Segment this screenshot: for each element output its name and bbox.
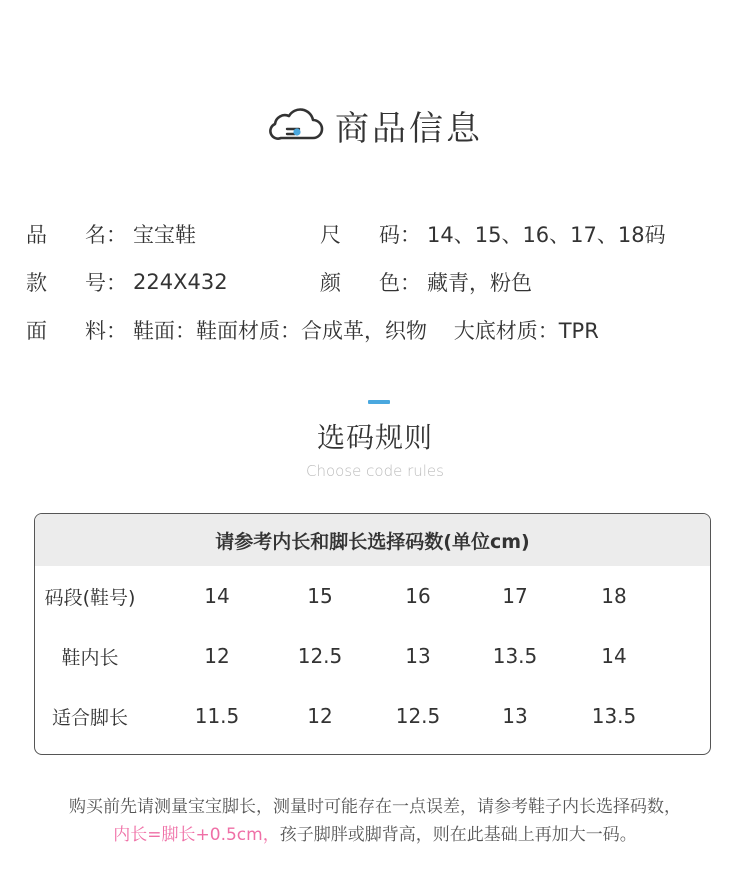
- section-header: [0, 100, 750, 150]
- info-style-no: [26, 267, 320, 297]
- info-value: 鞋面：鞋面材质：合成革，织物 大底材质：TPR: [133, 319, 599, 343]
- info-label: 面 料: [26, 319, 106, 343]
- info-size: [320, 219, 666, 249]
- info-separator: ：: [106, 223, 127, 247]
- table-cell: 15: [307, 584, 333, 608]
- table-cell: 12.5: [395, 704, 441, 728]
- info-separator: ：: [400, 271, 421, 295]
- info-name: [26, 219, 320, 249]
- table-cell: 14: [204, 584, 230, 608]
- row-label: 适合脚长: [51, 706, 128, 729]
- info-label: 品 名: [26, 223, 106, 247]
- size-table: [34, 513, 711, 755]
- row-label: 鞋内长: [61, 646, 119, 669]
- table-cell: 13.5: [492, 644, 538, 668]
- info-row: [26, 258, 736, 306]
- info-value: 14、15、16、17、18码: [427, 223, 666, 247]
- info-label: 款 号: [26, 271, 106, 295]
- table-cell: 12.5: [297, 644, 343, 668]
- info-value: 宝宝鞋: [133, 223, 196, 247]
- note-line: [0, 821, 750, 849]
- info-separator: ：: [106, 319, 127, 343]
- table-cell: 17: [502, 584, 528, 608]
- note-line: 购买前先请测量宝宝脚长，测量时可能存在一点误差，请参考鞋子内长选择码数，: [69, 797, 681, 817]
- table-cell: 16: [405, 584, 431, 608]
- info-row: [26, 210, 736, 258]
- section-title: 选码规则: [316, 421, 433, 454]
- info-separator: ：: [106, 271, 127, 295]
- info-separator: ：: [400, 223, 421, 247]
- table-cell: 13: [405, 644, 431, 668]
- note-highlight: 内长=脚长+0.5cm，: [113, 825, 280, 845]
- table-cell: 13.5: [591, 704, 637, 728]
- info-material: [26, 315, 599, 345]
- table-cell: 12: [307, 704, 333, 728]
- table-cell: 18: [601, 584, 627, 608]
- table-row: [35, 626, 710, 686]
- product-info: [26, 210, 736, 354]
- sizing-note: [0, 793, 750, 849]
- info-value: 藏青，粉色: [427, 271, 532, 295]
- info-label: 尺 码: [320, 223, 400, 247]
- note-text: 孩子脚胖或脚背高，则在此基础上再加大一码。: [279, 825, 637, 845]
- table-cell: 11.5: [194, 704, 240, 728]
- info-value: 224X432: [133, 270, 228, 294]
- page-title: 商品信息: [335, 108, 483, 149]
- table-cell: 12: [204, 644, 230, 668]
- info-color: [320, 267, 532, 297]
- cloud-icon: [267, 107, 325, 143]
- table-row: [35, 566, 710, 626]
- info-label: 颜 色: [320, 271, 400, 295]
- table-cell: 13: [502, 704, 528, 728]
- table-header: 请参考内长和脚长选择码数(单位cm): [35, 514, 710, 566]
- row-label: 码段(鞋号): [44, 586, 136, 609]
- section-divider: [368, 400, 390, 404]
- table-cell: 14: [601, 644, 627, 668]
- info-row: [26, 306, 736, 354]
- section-subtitle: Choose code rules: [306, 462, 444, 480]
- table-row: [35, 686, 710, 746]
